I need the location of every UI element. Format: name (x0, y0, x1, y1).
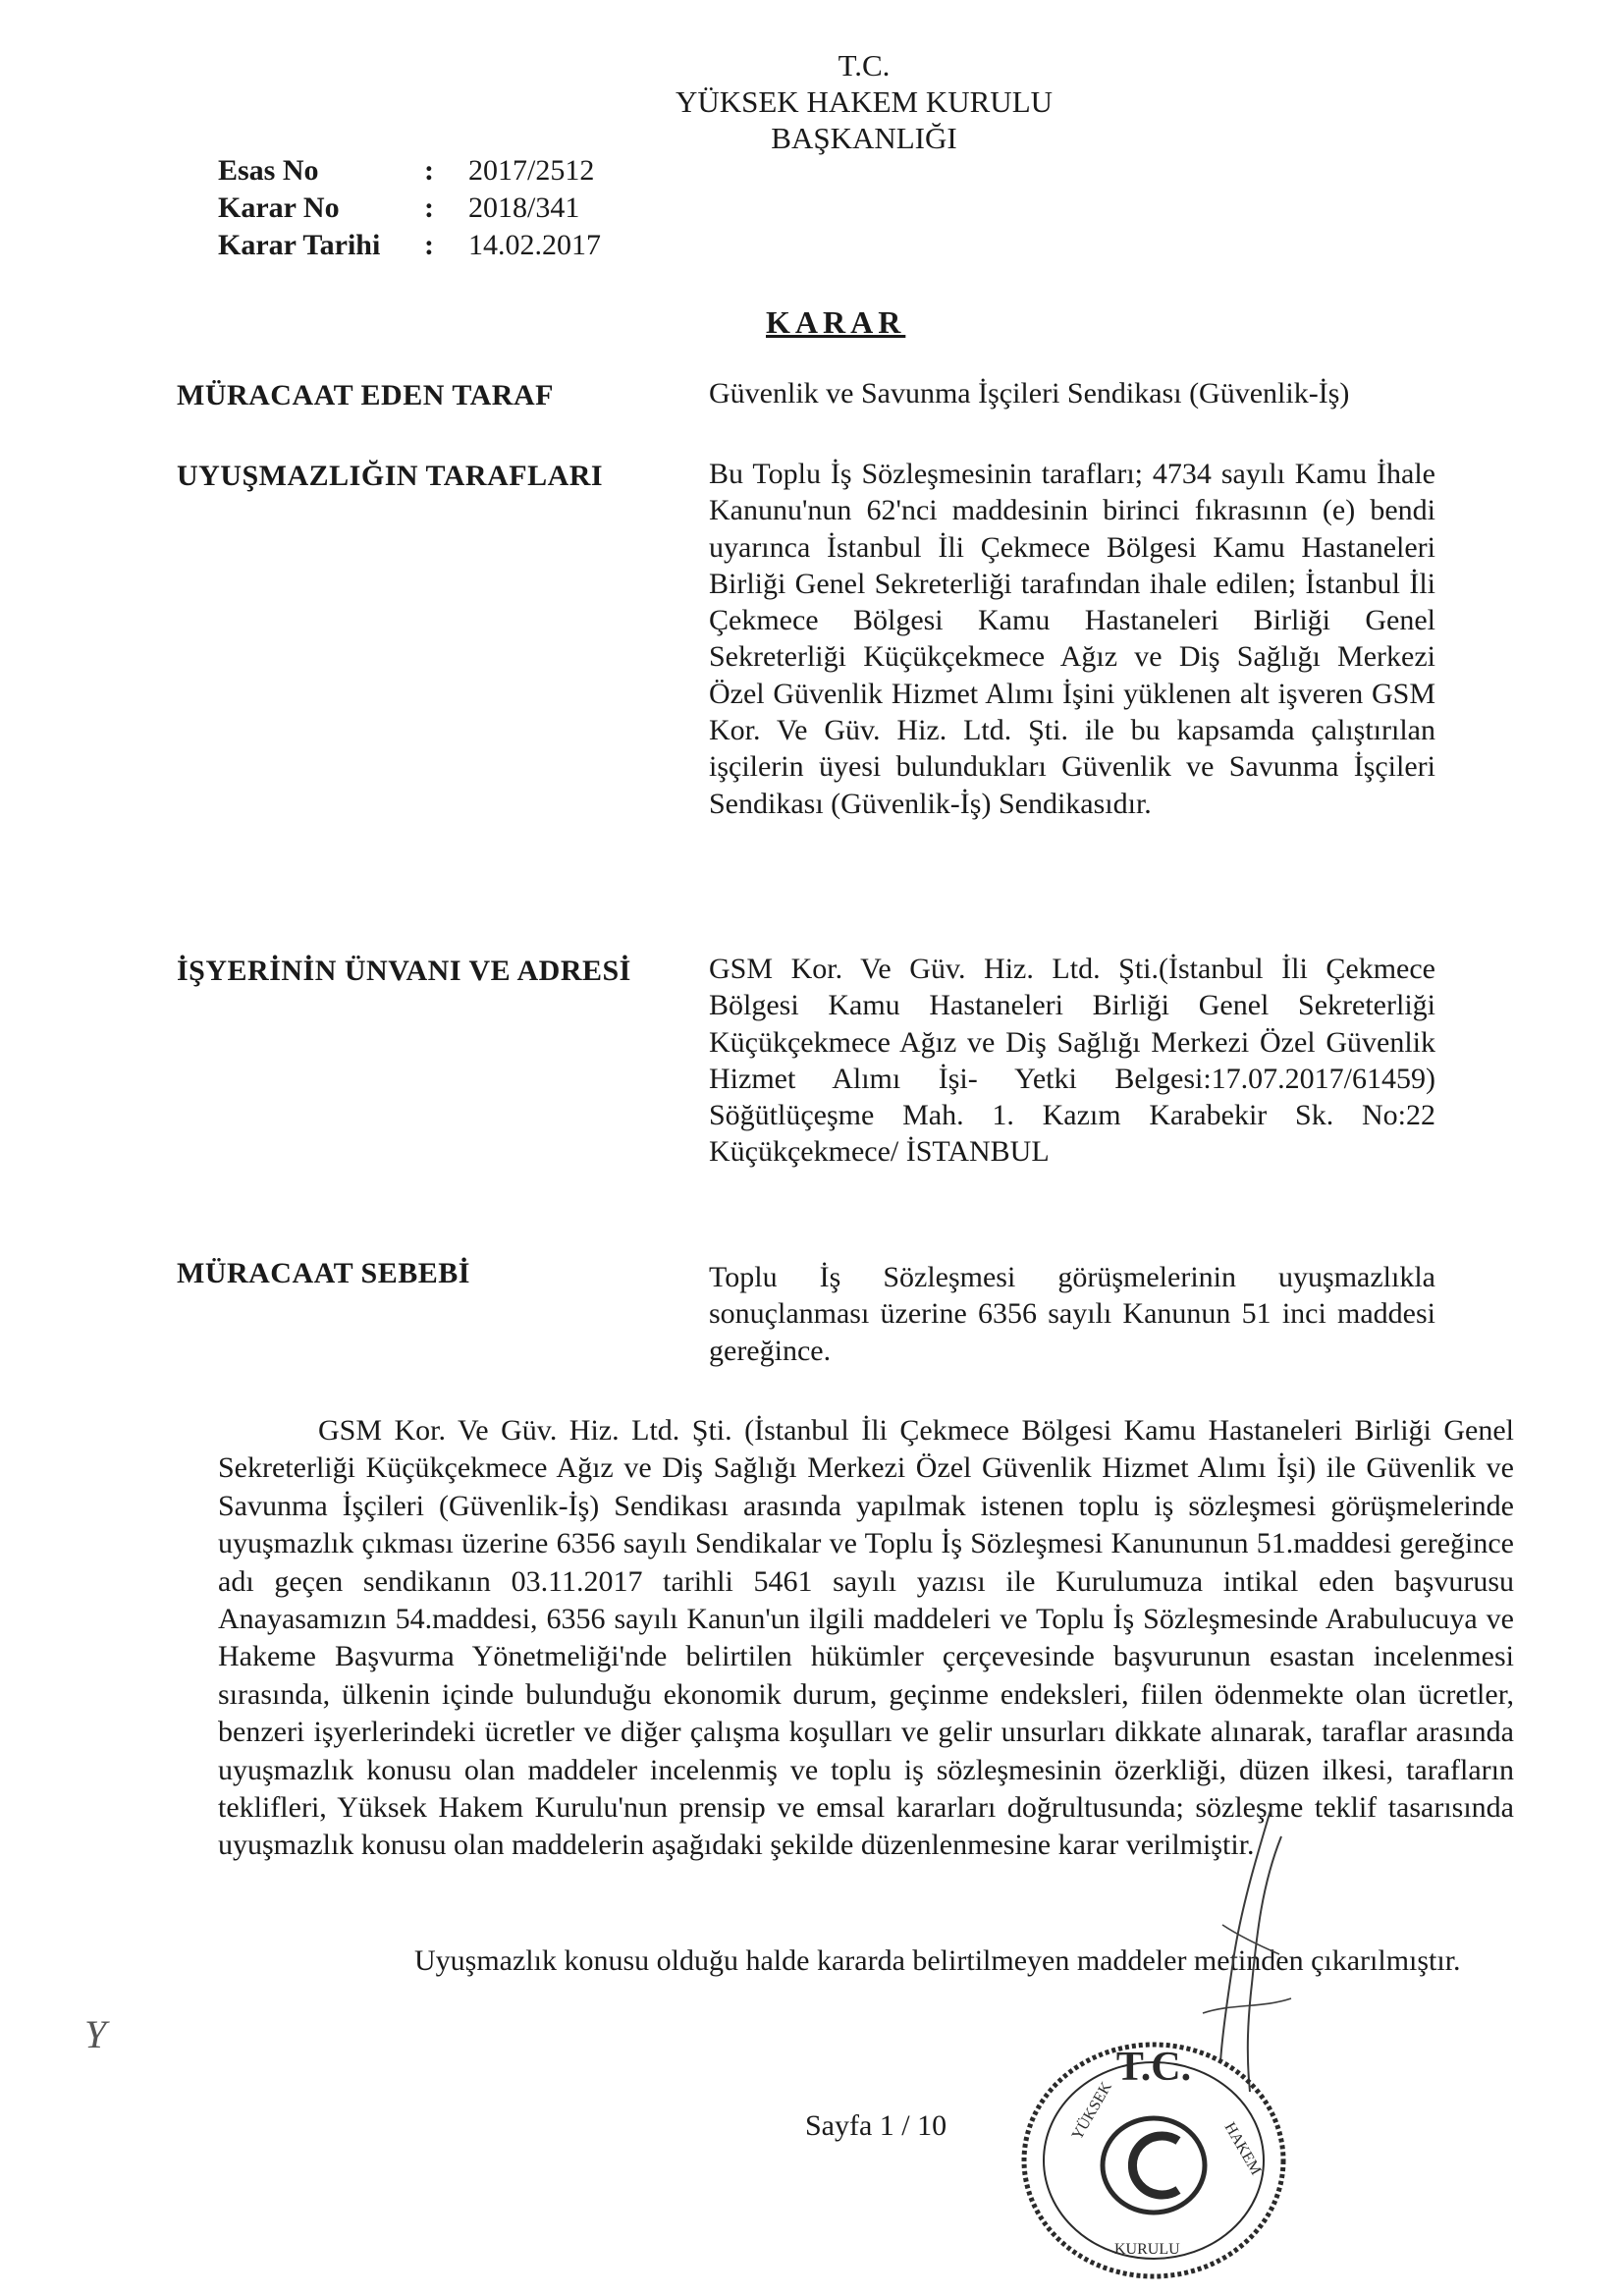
esas-no-label: Esas No (218, 154, 319, 187)
margin-mark: Y (84, 2012, 107, 2056)
parties-label: UYUŞMAZLIĞIN TARAFLARI (177, 460, 604, 492)
page-number: Sayfa 1 / 10 (805, 2109, 947, 2142)
esas-no-value: 2017/2512 (468, 154, 595, 187)
karar-tarihi-label: Karar Tarihi (218, 229, 381, 261)
workplace-label: İŞYERİNİN ÜNVANI VE ADRESİ (177, 955, 631, 987)
karar-no-row (218, 190, 601, 227)
header-department: BAŞKANLIĞI (771, 121, 957, 155)
parties-text: Bu Toplu İş Sözleşmesinin tarafları; 4734 sayılı Kamu İhale Kanunu'nun 62'nci maddesinin birinci fıkrasının (e) bendi uyarınca İstanbul İli Çekmece Bölgesi Kamu Hastaneleri Birliği Genel Sekreterliği tarafından ihale edilen; İstanbul İli Çekmece Bölgesi Kamu Hastaneleri Birliği Genel Sekreterliği Küçükçekmece Ağız ve Diş Sağlığı Merkezi Özel Güvenlik Hizmet Alımı İşini yüklenen alt işveren GSM Kor. Ve Güv. Hiz. Ltd. Şti. ile bu kapsamda çalıştırılan işçilerin üyesi bulundukları Güvenlik ve Savunma İşçileri Sendikası (Güvenlik-İş) Sendikasıdır. (709, 458, 1435, 820)
reason-label: MÜRACAAT SEBEBİ (177, 1257, 470, 1289)
karar-no-label: Karar No (218, 191, 340, 224)
colon: : (424, 191, 434, 224)
applicant-text: Güvenlik ve Savunma İşçileri Sendikası (Güvenlik-İş) (709, 377, 1350, 410)
decision-paragraph: GSM Kor. Ve Güv. Hiz. Ltd. Şti. (İstanbul İli Çekmece Bölgesi Kamu Hastaneleri Birliği Genel Sekreterliği Küçükçekmece Ağız ve Diş Sağlığı Merkezi Özel Güvenlik Hizmet Alımı İşi) ile Güvenlik ve Savunma İşçileri (Güvenlik-İş) Sendikası arasında yapılmak istenen toplu iş sözleşmesi görüşmelerinde uyuşmazlık çıkması üzerine 6356 sayılı Sendikalar ve Toplu İş Sözleşmesi Kanununun 51.maddesi gereğince adı geçen sendikanın 03.11.2017 tarihli 5461 sayılı yazısı ile Kurulumuza intikal eden başvurusu Anayasamızın 54.maddesi, 6356 sayılı Kanun'un ilgili maddeleri ve Toplu İş Sözleşmesinde Arabulucuya ve Hakeme Başvurma Yönetmeliği'nde belirtilen hükümler çerçevesinde başvurunun esastan incelenmesi sırasında, ülkenin içinde bulunduğu ekonomik durum, geçinme endeksleri, fiilen ödenmekte olan ücretler, benzeri işyerlerindeki ücretler ve diğer çalışma koşulları ve gelir unsurları dikkate alınarak, taraflar arasında uyuşmazlık konusu olan maddeler incelenmiş ve toplu iş sözleşmesinin özerkliği, düzen ilkesi, tarafların teklifleri, Yüksek Hakem Kurulu'nun prensip ve emsal kararları doğrultusunda; sözleşme teklif tasarısında uyuşmazlık konusu olan maddelerin aşağıdaki şekilde düzenlenmesine karar verilmiştir. (218, 1414, 1514, 1862)
closing-paragraph: Uyuşmazlık konusu olduğu halde kararda belirtilmeyen maddeler metinden çıkarılmıştır. (414, 1944, 1461, 1977)
document-title: KARAR (766, 304, 906, 340)
official-seal (1006, 2023, 1301, 2288)
colon: : (424, 154, 434, 187)
karar-tarihi-row (218, 227, 601, 264)
svg-text:KURULU: KURULU (1114, 2241, 1180, 2258)
svg-text:T.C.: T.C. (1115, 2045, 1192, 2090)
workplace-text: GSM Kor. Ve Güv. Hiz. Ltd. Şti.(İstanbul İli Çekmece Bölgesi Kamu Hastaneleri Birliği Genel Sekreterliği Küçükçekmece Ağız ve Diş Sağlığı Merkezi Özel Güvenlik Hizmet Alımı İşi- Yetki Belgesi:17.07.2017/61459) Söğütlüçeşme Mah. 1. Kazım Karabekir Sk. No:22 Küçükçekmece/ İSTANBUL (709, 953, 1435, 1169)
reason-text: Toplu İş Sözleşmesi görüşmelerinin uyuşmazlıkla sonuçlanması üzerine 6356 sayılı Kanunun 51 inci maddesi gereğince. (709, 1261, 1435, 1367)
karar-tarihi-value: 14.02.2017 (468, 229, 601, 261)
institution-header (609, 47, 1119, 156)
esas-no-row (218, 152, 601, 190)
colon: : (424, 229, 434, 261)
header-institution: YÜKSEK HAKEM KURULU (675, 84, 1054, 119)
header-tc: T.C. (838, 48, 891, 82)
applicant-label: MÜRACAAT EDEN TARAF (177, 379, 554, 411)
case-meta (218, 152, 601, 264)
svg-text:YÜKSEK: YÜKSEK (1068, 2079, 1115, 2143)
svg-text:HAKEM: HAKEM (1220, 2119, 1265, 2178)
karar-no-value: 2018/341 (468, 191, 580, 224)
